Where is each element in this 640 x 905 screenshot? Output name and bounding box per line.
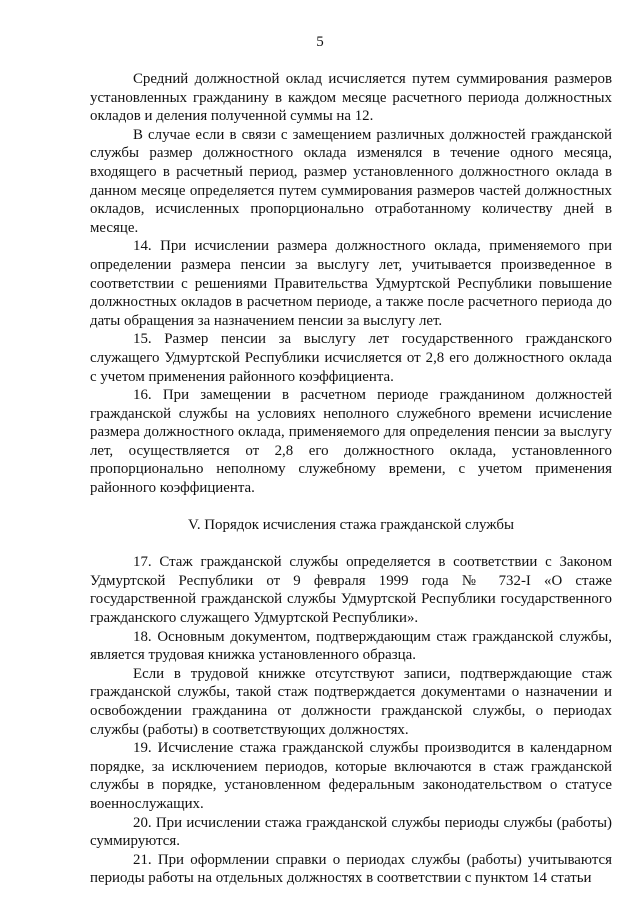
paragraph-item-19: 19. Исчисление стажа гражданской службы производится в календарном порядке, за исключением периодов, которые включаются в стаж гражданской службы в порядке, установленном федеральным законодательством о статусе военнослужащих. — [90, 740, 612, 812]
paragraph-average-salary: Средний должностной оклад исчисляется путем суммирования размеров установленных гражданину в каждом месяце расчетного периода должностных окладов и деления полученной суммы на 12. — [90, 71, 612, 125]
paragraph-item-21: 21. При оформлении справки о периодах службы (работы) учитываются периоды работы на отдельных должностях в соответствии с пунктом 14 статьи — [90, 851, 612, 887]
paragraph-item-20: 20. При исчислении стажа гражданской службы периоды службы (работы) суммируются. — [90, 814, 612, 850]
page-number: 5 — [316, 34, 324, 50]
section-heading: V. Порядок исчисления стажа гражданской службы — [188, 516, 514, 533]
paragraph-salary-change: В случае если в связи с замещением различных должностей гражданской службы размер должностного оклада изменялся в течение одного месяца, входящего в расчетный период, размер установленного должностного оклада в данном месяце определяется путем суммирования размеров частей должностных окладов, исчисленных пропорционально отработанному количеству дней в месяце. — [90, 126, 612, 236]
paragraph-no-records: Если в трудовой книжке отсутствуют записи, подтверждающие стаж гражданской службы, такой стаж подтверждается документами о назначении и освобождении гражданина от должности гражданской службы, о периодах службы (работы) в соответствующих должностях. — [90, 665, 612, 738]
paragraph-item-17: 17. Стаж гражданской службы определяется в соответствии с Законом Удмуртской Республики от 9 февраля 1999 года № 732-I «О стаже государственной гражданской службы Удмуртской Республики государственного гражданского служащего Удмуртской Республики». — [90, 554, 612, 627]
paragraph-item-14: 14. При исчислении размера должностного оклада, применяемого при определении размера пенсии за выслугу лет, учитывается произведенное в соответствии с решениями Правительства Удмуртской Республики повышение должностных окладов в расчетном периоде, а также после расчетного периода до даты обращения за назначением пенсии за выслугу лет. — [90, 238, 612, 329]
document-body — [90, 70, 612, 888]
paragraph-item-15: 15. Размер пенсии за выслугу лет государственного гражданского служащего Удмуртской Республики исчисляется от 2,8 его должностного оклада с учетом применения районного коэффициента. — [90, 331, 612, 385]
paragraph-item-16: 16. При замещении в расчетном периоде гражданином должностей гражданской службы на условиях неполного служебного времени исчисление размера должностного оклада, применяемого для определения пенсии за выслугу лет, осуществляется от 2,8 его должностного оклада, установленного пропорционально неполному служебному времени, с учетом применения районного коэффициента. — [90, 387, 612, 497]
paragraph-item-18: 18. Основным документом, подтверждающим стаж гражданской службы, является трудовая книжка установленного образца. — [90, 628, 612, 664]
